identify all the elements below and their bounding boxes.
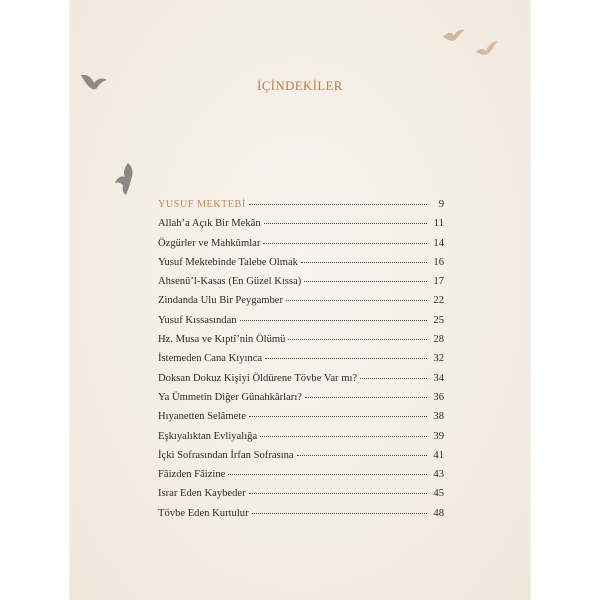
book-page — [70, 0, 530, 600]
toc-entry-page-number: 25 — [433, 314, 444, 326]
dot-leader — [297, 455, 427, 456]
bird-icon — [442, 28, 466, 46]
toc-entry[interactable] — [158, 469, 444, 488]
dot-leader — [305, 397, 427, 398]
toc-entry-title: Yusuf Kıssasından — [158, 314, 237, 326]
dot-leader — [228, 474, 427, 475]
toc-entry-title: Hıyanetten Selâmete — [158, 411, 246, 423]
dot-leader — [288, 339, 427, 340]
toc-list — [158, 199, 444, 527]
toc-entry[interactable] — [158, 488, 444, 507]
toc-entry[interactable] — [158, 199, 444, 218]
toc-entry-page-number: 39 — [433, 430, 444, 442]
toc-entry[interactable] — [158, 353, 444, 372]
toc-entry[interactable] — [158, 295, 444, 314]
toc-entry-page-number: 17 — [433, 276, 444, 288]
toc-entry-title: Eşkıyalıktan Evliyalığa — [158, 430, 258, 442]
toc-entry-title: Allah’a Açık Bir Mekân — [158, 218, 261, 230]
toc-entry-page-number: 32 — [433, 353, 444, 365]
dot-leader — [252, 513, 427, 514]
dot-leader — [249, 416, 427, 417]
toc-entry-page-number: 28 — [433, 334, 444, 346]
toc-entry[interactable] — [158, 411, 444, 430]
toc-entry-page-number: 9 — [438, 199, 444, 210]
toc-entry-title: Tövbe Eden Kurtulur — [158, 507, 249, 519]
toc-entry-title: Doksan Dokuz Kişiyi Öldürene Tövbe Var mı? — [158, 372, 358, 384]
toc-entry[interactable] — [158, 392, 444, 411]
toc-entry-title: Fâizden Fâizine — [158, 469, 226, 481]
toc-entry-title: Zindanda Ulu Bir Peygamber — [158, 295, 284, 307]
dot-leader — [240, 320, 427, 321]
toc-entry-page-number: 38 — [433, 411, 444, 423]
toc-entry-title: İstemeden Cana Kıyınca — [158, 353, 263, 365]
toc-entry[interactable] — [158, 508, 444, 527]
dot-leader — [304, 281, 427, 282]
toc-entry[interactable] — [158, 334, 444, 353]
toc-entry-page-number: 41 — [433, 449, 444, 461]
toc-entry[interactable] — [158, 431, 444, 450]
toc-entry-title: Hz. Musa ve Kıptî’nin Ölümü — [158, 334, 286, 346]
toc-entry-page-number: 34 — [433, 372, 444, 384]
toc-entry-page-number: 36 — [433, 391, 444, 403]
dot-leader — [249, 204, 427, 205]
bird-icon — [114, 162, 138, 196]
toc-entry-title: Israr Eden Kaybeder — [158, 488, 246, 500]
dot-leader — [263, 243, 427, 244]
dot-leader — [260, 436, 427, 437]
toc-entry-title: Yusuf Mektebinde Talebe Olmak — [158, 256, 298, 268]
toc-entry-title: İçki Sofrasından İrfan Sofrasına — [158, 449, 294, 461]
dot-leader — [286, 300, 427, 301]
dot-leader — [360, 378, 427, 379]
toc-entry-page-number: 48 — [433, 507, 444, 519]
toc-entry[interactable] — [158, 373, 444, 392]
toc-entry-page-number: 14 — [433, 237, 444, 249]
dot-leader — [249, 493, 427, 494]
toc-entry-page-number: 45 — [433, 488, 444, 500]
toc-entry[interactable] — [158, 450, 444, 469]
toc-entry[interactable] — [158, 276, 444, 295]
toc-entry-title: Ahsenü’l-Kasas (En Güzel Kıssa) — [158, 276, 302, 288]
toc-entry-page-number: 43 — [433, 469, 444, 481]
toc-entry-page-number: 11 — [433, 218, 444, 230]
dot-leader — [264, 223, 427, 224]
toc-entry-title: Özgürler ve Mahkûmlar — [158, 237, 261, 249]
toc-entry[interactable] — [158, 238, 444, 257]
toc-entry-title: YUSUF MEKTEBİ — [158, 199, 246, 210]
toc-entry[interactable] — [158, 257, 444, 276]
toc-entry-page-number: 22 — [433, 295, 444, 307]
dot-leader — [301, 262, 427, 263]
bird-icon — [475, 40, 499, 58]
dot-leader — [265, 358, 427, 359]
toc-entry-title: Ya Ümmetin Diğer Günahkârları? — [158, 391, 302, 403]
toc-entry-page-number: 16 — [433, 256, 444, 268]
toc-entry[interactable] — [158, 218, 444, 237]
toc-entry[interactable] — [158, 315, 444, 334]
toc-title: İÇİNDEKİLER — [257, 79, 343, 93]
